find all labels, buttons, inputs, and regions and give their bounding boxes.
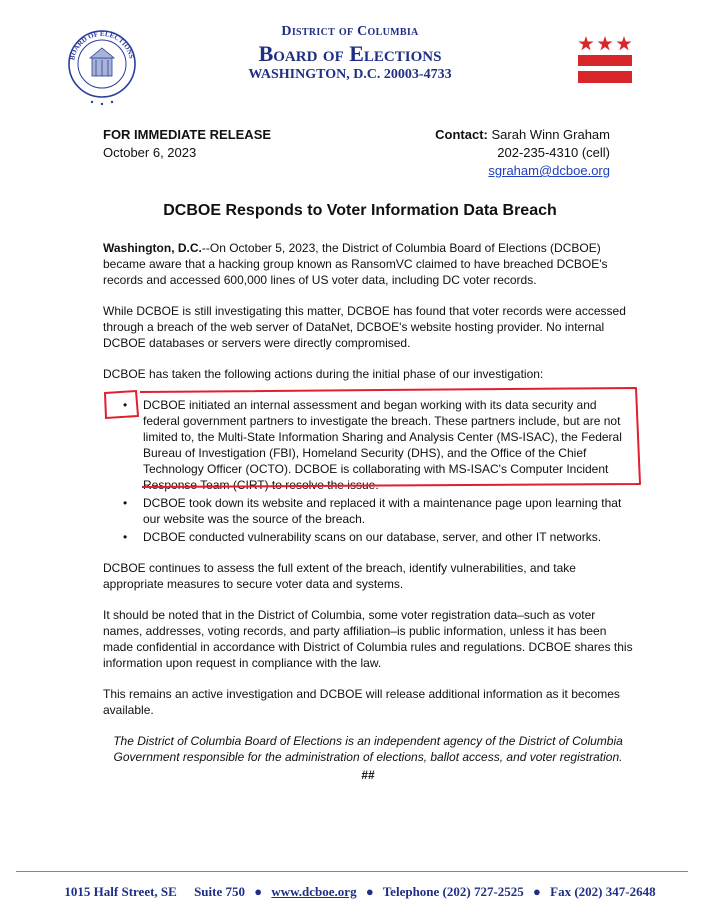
contact-info: [435, 126, 610, 180]
release-info: [103, 126, 271, 162]
paragraph-4: DCBOE continues to assess the full extent of the breach, identify vulnerabilities, and take appropriate measures to secure voter data and systems.: [103, 561, 576, 591]
footer-fax: Fax (202) 347-2648: [550, 884, 656, 899]
letterhead-board: Board of Elections: [258, 41, 442, 66]
footer-website-link[interactable]: www.dcboe.org: [271, 884, 357, 899]
paragraph-2: While DCBOE is still investigating this matter, DCBOE has found that voter records were accessed through a breach of the web server of DataNet, DCBOE's website hosting provider. No internal DCBOE databases or servers were directly compromised.: [103, 304, 626, 350]
board-of-elections-seal-icon: [62, 28, 142, 108]
letterhead: [200, 24, 500, 83]
bullet-text: DCBOE took down its website and replaced it with a maintenance page upon learning that our website was the source of the breach.: [143, 496, 622, 526]
boilerplate: The District of Columbia Board of Elections is an independent agency of the District of Columbia Government responsible for the administration of elections, ballot access, and voter registration.: [113, 734, 623, 764]
actions-list: [103, 397, 633, 545]
footer-separator: ●: [365, 884, 374, 899]
press-release-title: DCBOE Responds to Voter Information Data Breach: [163, 202, 557, 219]
list-item: [103, 397, 633, 493]
end-mark: ##: [361, 768, 375, 782]
contact-name: Sarah Winn Graham: [491, 127, 610, 142]
paragraph-3: DCBOE has taken the following actions during the initial phase of our investigation:: [103, 367, 544, 381]
press-release-body: [103, 240, 633, 783]
release-date: October 6, 2023: [103, 145, 197, 160]
footer-separator: ●: [254, 884, 263, 899]
footer-divider: [16, 871, 688, 872]
bullet-icon: •: [123, 398, 128, 412]
contact-line: [435, 126, 610, 144]
bullet-text: DCBOE initiated an internal assessment and began working with its data security and federal government partners to investigate the breach. These partners include, but are not limited to, the Multi-State Information Sharing and Analysis Center (MS-ISAC), the Federal Bureau of Investigation (FBI), Homeland Security (DHS), and the Office of the Chief Technology Officer (OCTO). DCBOE is collaborating with MS-ISAC's Computer Incident Response Team (CIRT) to resolve the issue.: [143, 398, 622, 492]
contact-email-link[interactable]: sgraham@dcboe.org: [488, 163, 610, 178]
footer-address: 1015 Half Street, SE: [64, 884, 177, 899]
dateline: Washington, D.C.: [103, 241, 202, 255]
paragraph-1: [103, 240, 633, 288]
contact-label: Contact:: [435, 127, 488, 142]
dc-flag-icon: [578, 34, 632, 86]
bullet-icon: •: [123, 530, 128, 544]
letterhead-city: WASHINGTON, D.C. 20003-4733: [248, 67, 452, 82]
letterhead-district: District of Columbia: [281, 24, 419, 39]
footer-telephone: Telephone (202) 727-2525: [382, 884, 524, 899]
list-item: [103, 495, 633, 527]
contact-phone: 202-235-4310 (cell): [497, 145, 610, 160]
bullet-text: DCBOE conducted vulnerability scans on our database, server, and other IT networks.: [143, 530, 602, 544]
paragraph-5: It should be noted that in the District of Columbia, some voter registration data–such as voter names, addresses, voting records, and party affiliation–is public information, unless it has been made confidential in accordance with District of Columbia rules and regulations. DCBOE shares this information upon request in compliance with the law.: [103, 608, 633, 670]
seal-text: BOARD OF ELECTIONS: [68, 29, 136, 61]
paragraph-6: This remains an active investigation and DCBOE will release additional information as it becomes available.: [103, 687, 620, 717]
list-item: [103, 529, 633, 545]
paragraph-1-text: --On October 5, 2023, the District of Columbia Board of Elections (DCBOE) became aware that a hacking group known as RansomVC claimed to have breached DCBOE's records and accessed 600,000 lines of US voter data, including DC voter records.: [103, 241, 608, 287]
bullet-icon: •: [123, 496, 128, 510]
footer-separator: ●: [533, 884, 541, 899]
footer: [0, 884, 720, 900]
release-label: FOR IMMEDIATE RELEASE: [103, 127, 272, 142]
footer-suite: Suite 750: [194, 884, 245, 899]
